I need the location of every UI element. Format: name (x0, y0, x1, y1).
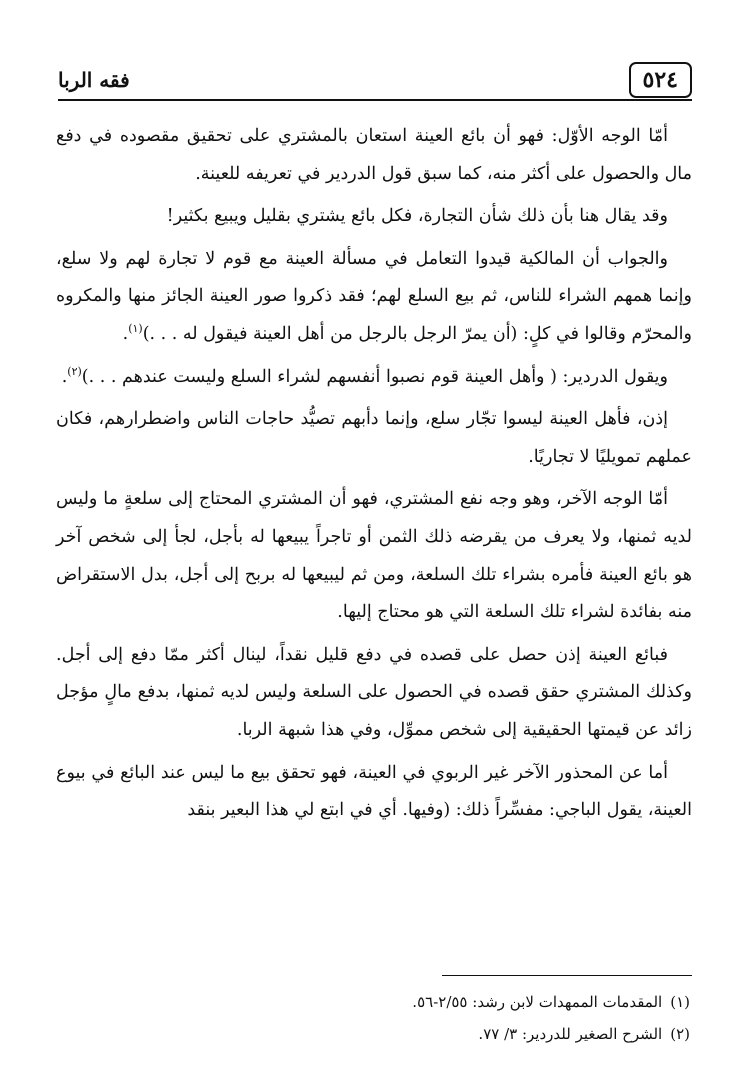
paragraph: أمّا الوجه الآخر، وهو وجه نفع المشتري، فهو أن المشتري المحتاج إلى سلعةٍ ما وليس لديه ثمنها، ولا يعرف من يقرضه ذلك الثمن أو تاجراً يبيعها له بأجل، لجأ إلى شخص آخر هو بائع العينة فأمره بشراء تلك السلعة، ومن ثم ليبيعها له بربح إلى أجل، بدل الاستقراض منه بفائدة لشراء تلك السلعة التي هو محتاج إليها. (56, 489, 692, 623)
paragraph: أمّا الوجه الأوّل: فهو أن بائع العينة استعان بالمشتري على تحقيق مقصوده في دفع مال والحصول على أكثر منه، كما سبق قول الدردير في تعريفه للعينة. (56, 126, 692, 184)
paragraph: والجواب أن المالكية قيدوا التعامل في مسألة العينة مع قوم لا تجارة لهم ولا سلع، وإنما همهم الشراء للناس، ثم بيع السلع لهم؛ فقد ذكروا صور العينة الجائز منها والمكروه والمحرّم وقالوا في كلٍ: (أن يمرّ الرجل بالرجل من أهل العينة فيقول له . . .)$^{(١)}$. (56, 248, 692, 344)
running-title: فقه الربا (58, 68, 130, 92)
paragraph: فبائع العينة إذن حصل على قصده في دفع قليل نقداً، لينال أكثر ممّا دفع إلى أجل. وكذلك المشتري حقق قصده في الحصول على السلعة وليس لديه ثمنها، بدفع مالٍ مؤجل زائد عن قيمتها الحقيقية إلى شخص مموِّل، وفي هذا شبهة الربا. (56, 644, 692, 740)
paragraph: ويقول الدردير: ( وأهل العينة قوم نصبوا أنفسهم لشراء السلع وليست عندهم . . .)$^{(٢)}$. (61, 364, 668, 387)
footnote-text: الشرح الصغير للدردير: ٣/ ٧٧. (478, 1025, 663, 1043)
page-number: ٥٢٤ (629, 62, 692, 98)
footnote-ref[interactable]: (٢) (67, 364, 82, 378)
body-text (56, 118, 692, 835)
footnotes (60, 986, 690, 1050)
footnote-number: (٢) (670, 1025, 690, 1043)
paragraph: وقد يقال هنا بأن ذلك شأن التجارة، فكل بائع يشتري بقليل ويبيع بكثير! (166, 206, 668, 227)
footnote-rule (442, 975, 692, 976)
footnote (60, 986, 690, 1018)
footnote-ref[interactable]: (١) (128, 322, 143, 336)
footnote (60, 1018, 690, 1050)
footnote-text: المقدمات الممهدات لابن رشد: ٢/٥٥-٥٦. (412, 993, 663, 1011)
page-header (58, 58, 692, 102)
paragraph: أما عن المحذور الآخر غير الربوي في العينة، فهو تحقق بيع ما ليس عند البائع في بيوع العينة، يقول الباجي: مفسِّراً ذلك: (وفيها. أي في ابتع لي هذا البعير بنقد (56, 762, 692, 821)
header-rule (58, 99, 692, 101)
paragraph: إذن، فأهل العينة ليسوا تجّار سلع، وإنما دأبهم تصيُّد حاجات الناس واضطرارهم، فكان عملهم تمويليًا لا تجاريًا. (56, 409, 692, 467)
footnote-number: (١) (670, 993, 690, 1011)
